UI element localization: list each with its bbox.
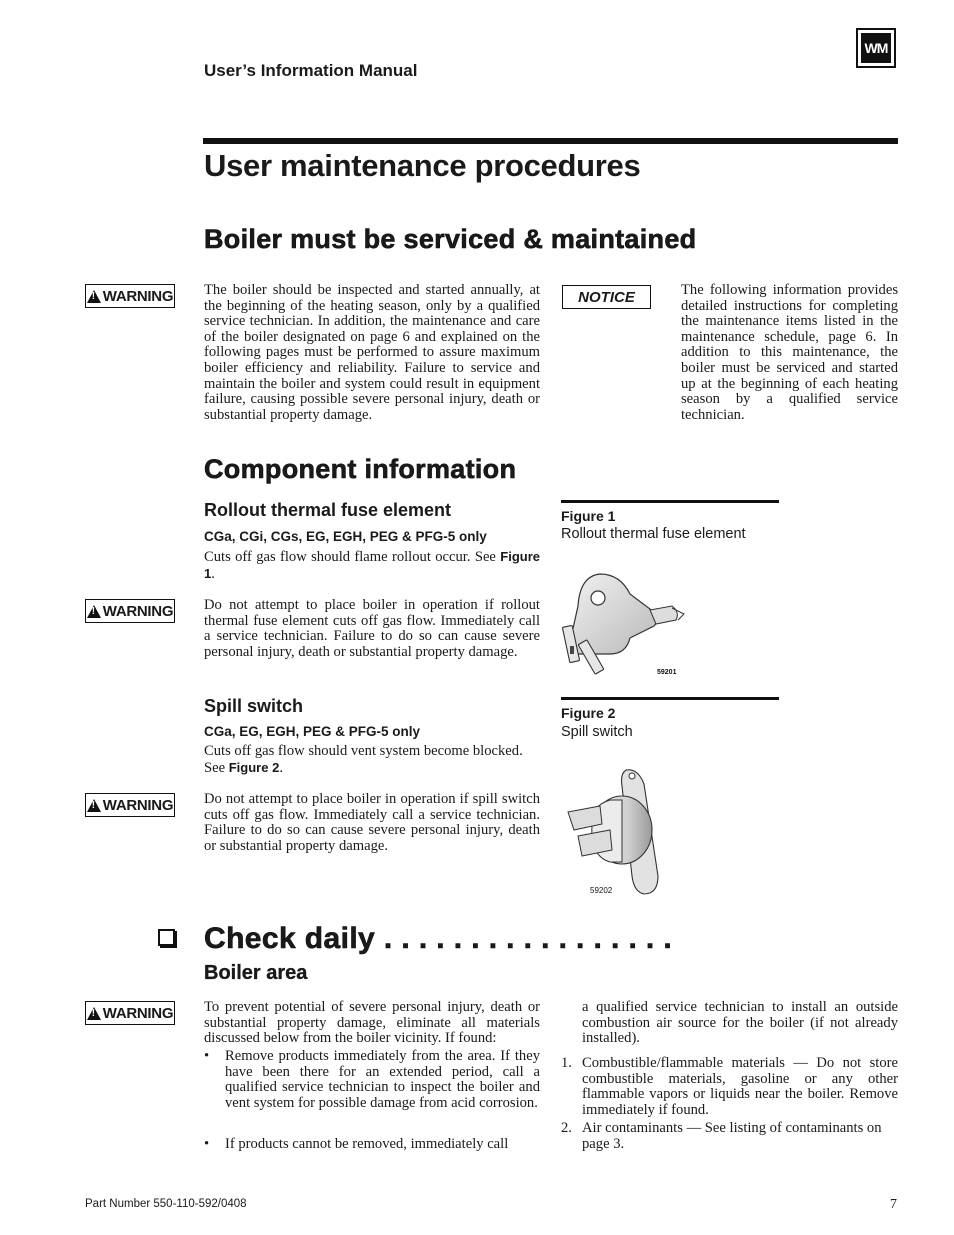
- spill-switch-illustration: [560, 766, 670, 898]
- bullet-text: Remove products immediately from the area. If they have been there for an extended period, call a qualified service technician to inspect the boiler and vent system for possible damage from acid corrosion.: [225, 1048, 540, 1111]
- notice-label: NOTICE: [578, 288, 635, 306]
- warning-label: WARNING: [102, 287, 174, 305]
- warning-label: WARNING: [102, 796, 174, 814]
- bullet-item: [204, 1137, 540, 1153]
- rollout-desc-end: .: [211, 565, 215, 582]
- spill-desc-text: Cuts off gas flow should vent system become blocked. See: [204, 743, 523, 776]
- figure2-caption: Spill switch: [561, 724, 633, 740]
- rollout-desc-text: Cuts off gas flow should flame rollout occur. See: [204, 549, 496, 565]
- figure1-caption: Rollout thermal fuse element: [561, 526, 746, 542]
- bullet-dot: •: [204, 1048, 210, 1064]
- list-number: 1.: [561, 1055, 572, 1071]
- spill-warning-text: Do not attempt to place boiler in operation if spill switch cuts off gas flow. Immediately call a service technician. Failure to do so can cause severe personal injury, death or substantial property damage.: [204, 791, 540, 854]
- title-rule: [203, 138, 898, 144]
- warning-badge: [85, 599, 175, 623]
- logo-mark: WM: [861, 33, 891, 63]
- list-text: Combustible/flammable materials — Do not store combustible materials, gasoline or any other flammable vapors or liquids near the boiler. Remove immediately if found.: [582, 1055, 898, 1118]
- brand-logo: [856, 28, 896, 68]
- warning-label: WARNING: [102, 602, 174, 620]
- list-number: 2.: [561, 1120, 572, 1136]
- warning-label: WARNING: [102, 1004, 174, 1022]
- section-heading-check-daily: Check daily . . . . . . . . . . . . . . . . .: [204, 922, 673, 955]
- rollout-warning-text: Do not attempt to place boiler in operation if rollout thermal fuse element cuts off gas flow. Immediately call a service technician. Failure to do so can cause severe personal injury, death or substantial property damage.: [204, 597, 540, 660]
- warning-badge: [85, 1001, 175, 1025]
- rollout-models: CGa, CGi, CGs, EG, EGH, PEG & PFG-5 only: [204, 529, 487, 544]
- spill-models: CGa, EG, EGH, PEG & PFG-5 only: [204, 724, 421, 739]
- figure2-rule: [561, 697, 779, 700]
- page-title: User maintenance procedures: [204, 148, 641, 183]
- rollout-description: [204, 549, 540, 582]
- manual-title: User’s Information Manual: [204, 61, 418, 80]
- spill-desc-end: .: [279, 759, 283, 776]
- notice-text: The following information provides detailed instructions for completing the maintenance items listed in the maintenance schedule, page 6. In addition to this maintenance, the boiler must be serviced and started up at the beginning of each heating season by a qualified service technician.: [681, 282, 898, 423]
- spill-description: [204, 744, 540, 776]
- figure1-code: 59201: [657, 669, 677, 676]
- check-daily-checkbox[interactable]: [158, 929, 175, 946]
- warning-badge: [85, 284, 175, 308]
- list-item: [561, 1056, 898, 1118]
- notice-badge: [562, 285, 651, 309]
- bullet-dot: •: [204, 1136, 210, 1152]
- section-heading-serviced: Boiler must be serviced & maintained: [204, 224, 697, 254]
- figure1-reference: Figure 1: [204, 549, 540, 581]
- bullet-text: If products cannot be removed, immediately call: [225, 1136, 509, 1152]
- figure1-rule: [561, 500, 779, 503]
- boiler-area-intro: To prevent potential of severe personal injury, death or substantial property damage, eliminate all materials discussed below from the boiler vicinity. If found:: [204, 999, 540, 1047]
- figure1-label: Figure 1: [561, 508, 616, 524]
- warning-triangle-icon: [87, 605, 101, 618]
- warning-triangle-icon: [87, 1007, 101, 1020]
- warning-triangle-icon: [87, 799, 101, 812]
- rollout-title: Rollout thermal fuse element: [204, 500, 452, 520]
- section-heading-component: Component information: [204, 454, 517, 484]
- figure2-code: 59202: [590, 886, 613, 895]
- bullet-continuation: a qualified service technician to install an outside combustion air source for the boiler (if not already installed).: [582, 999, 898, 1047]
- spill-title: Spill switch: [204, 696, 304, 716]
- part-number: Part Number 550-110-592/0408: [85, 1198, 247, 1210]
- figure2-reference: Figure 2: [228, 759, 280, 775]
- boiler-area-heading: Boiler area: [204, 962, 308, 984]
- rollout-fuse-illustration: [560, 568, 690, 680]
- bullet-item: [204, 1049, 540, 1111]
- list-item: [561, 1121, 898, 1152]
- list-text: Air contaminants — See listing of contaminants on page 3.: [582, 1120, 882, 1152]
- warning-triangle-icon: [87, 290, 101, 303]
- warning-badge: [85, 793, 175, 817]
- page-number: 7: [890, 1197, 897, 1212]
- warning-text-annual-service: The boiler should be inspected and started annually, at the beginning of the heating season, only by a qualified service technician. In addition, the maintenance and care of the boiler designated on page 6 and explained on the following pages must be performed to assure maximum boiler efficiency and reliability. Failure to service and maintain the boiler and system could result in equipment failure, causing possible severe personal injury, death or substantial property damage.: [204, 282, 540, 423]
- figure2-label: Figure 2: [561, 705, 616, 721]
